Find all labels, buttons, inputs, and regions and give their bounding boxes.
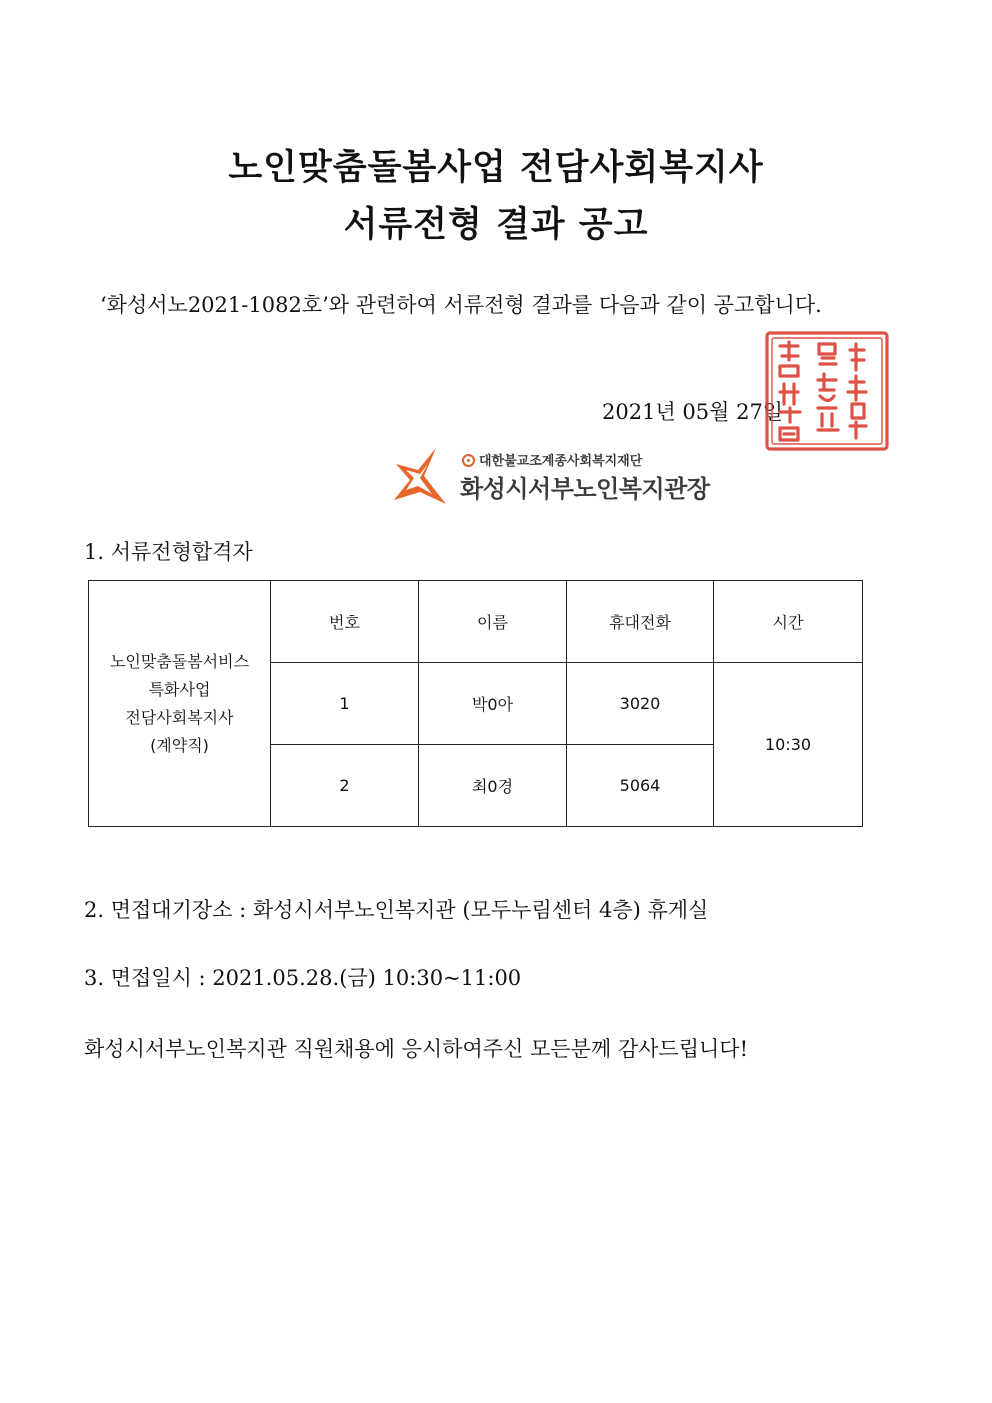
section-3-interview-datetime: 3. 면접일시 : 2021.05.28.(금) 10:30~11:00 bbox=[84, 966, 522, 990]
row-phone: 3020 bbox=[567, 663, 714, 745]
job-line: 특화사업 bbox=[148, 679, 211, 699]
header-phone: 휴대전화 bbox=[567, 581, 714, 663]
header-number: 번호 bbox=[271, 581, 419, 663]
official-seal-stamp bbox=[764, 330, 890, 452]
header-time: 시간 bbox=[714, 581, 863, 663]
dharma-wheel-icon bbox=[462, 454, 475, 467]
row-name: 최0경 bbox=[419, 745, 567, 827]
logo-org-label: 대한불교조계종사회복지재단 bbox=[479, 454, 643, 469]
interview-time-cell: 10:30 bbox=[714, 663, 863, 827]
row-number: 1 bbox=[271, 663, 419, 745]
intro-paragraph: ‘화성서노2021-1082호’와 관련하여 서류전형 결과를 다음과 같이 공고합니다. bbox=[100, 293, 822, 317]
section-2-waiting-place: 2. 면접대기장소 : 화성시서부노인복지관 (모두누림센터 4층) 휴게실 bbox=[84, 898, 709, 922]
star-logo-icon bbox=[390, 446, 448, 508]
job-title-cell bbox=[89, 581, 271, 827]
job-line: 전담사회복지사 bbox=[125, 707, 234, 727]
results-table bbox=[88, 580, 863, 827]
job-line: 노인맞춤돌봄서비스 bbox=[109, 651, 250, 671]
page-subtitle: 서류전형 결과 공고 bbox=[343, 205, 649, 245]
row-phone: 5064 bbox=[567, 745, 714, 827]
row-number: 2 bbox=[271, 745, 419, 827]
section-1-heading: 1. 서류전형합격자 bbox=[84, 540, 253, 564]
notice-date: 2021년 05월 27일 bbox=[602, 400, 784, 424]
logo-org-text bbox=[462, 454, 642, 470]
row-name: 박0아 bbox=[419, 663, 567, 745]
closing-message: 화성시서부노인복지관 직원채용에 응시하여주신 모든분께 감사드립니다! bbox=[84, 1037, 749, 1061]
page-title: 노인맞춤돌봄사업 전담사회복지사 bbox=[228, 148, 764, 188]
organization-logo bbox=[390, 446, 730, 508]
logo-name-text: 화성시서부노인복지관장 bbox=[460, 475, 710, 503]
job-line: (계약직) bbox=[150, 735, 209, 755]
header-name: 이름 bbox=[419, 581, 567, 663]
table-header-row bbox=[89, 581, 863, 663]
